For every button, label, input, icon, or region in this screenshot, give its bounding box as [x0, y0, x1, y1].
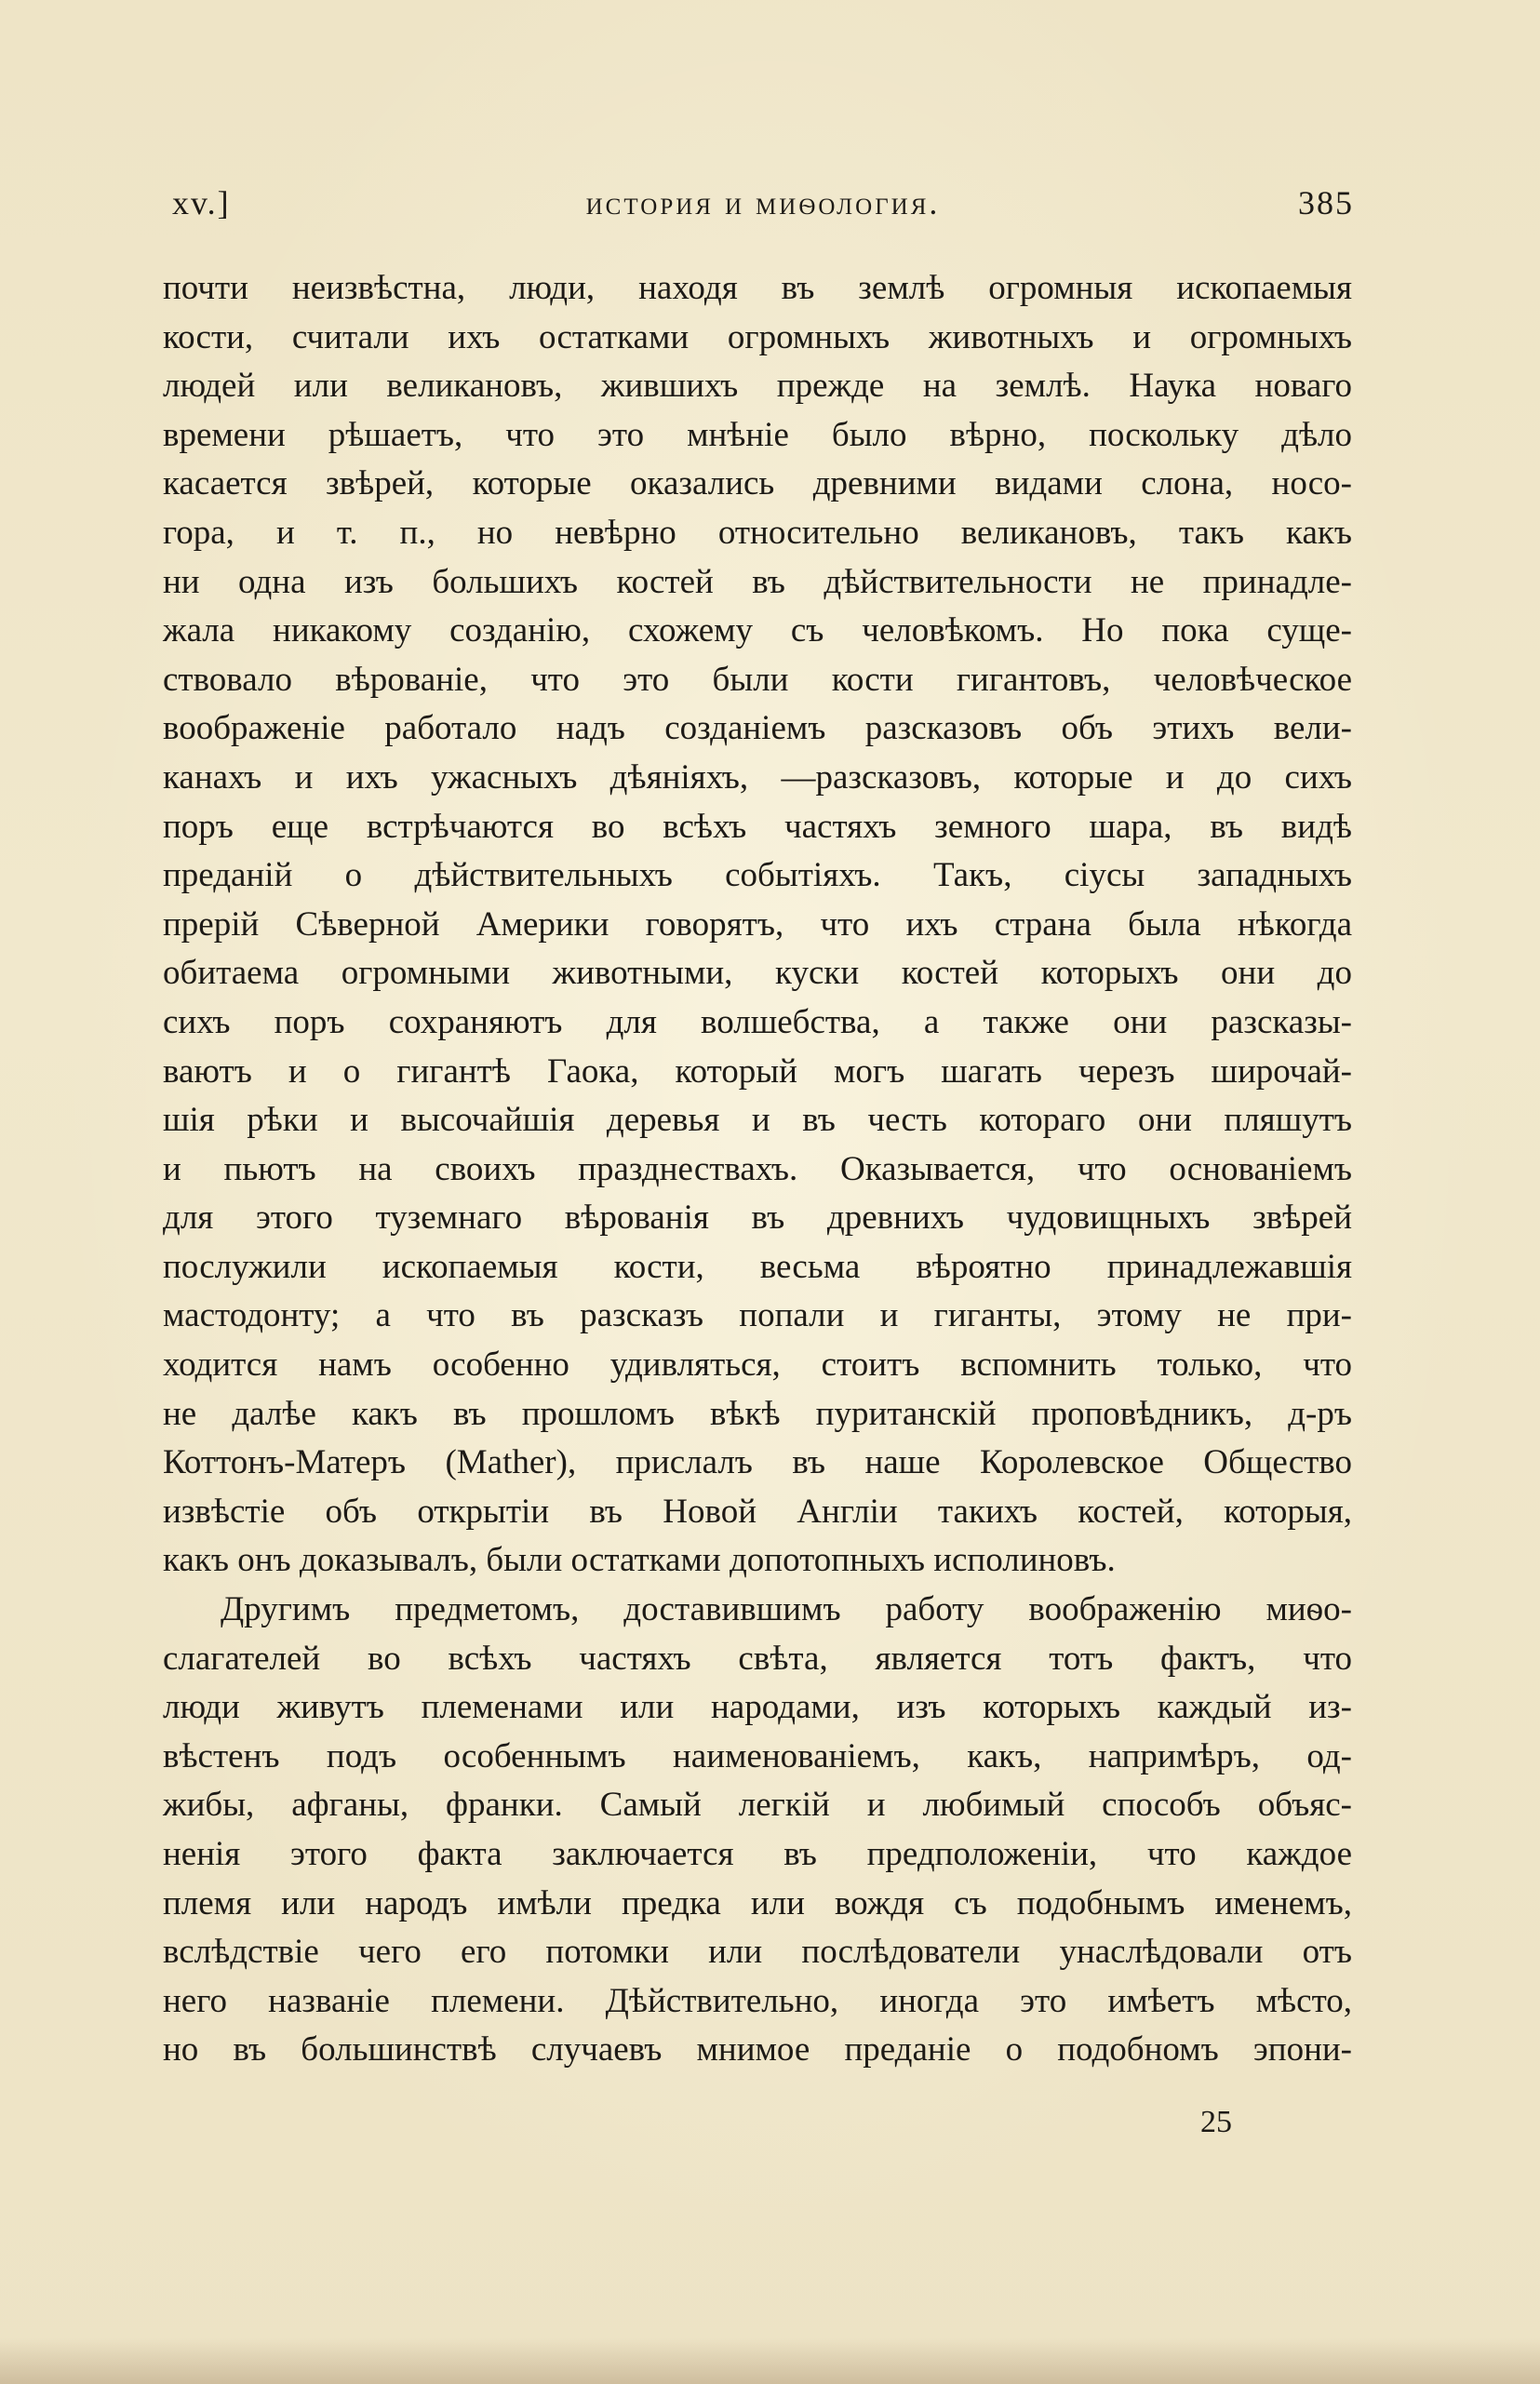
text-line: обитаема огромными животными, куски костей которыхъ они до [163, 954, 1352, 993]
text-line: канахъ и ихъ ужасныхъ дѣяніяхъ, —разсказовъ, которые и до сихъ [163, 757, 1352, 797]
text-line: Другимъ предметомъ, доставившимъ работу воображенію миѳо- [221, 1590, 1352, 1629]
text-line: послужили ископаемыя кости, весьма вѣроятно принадлежавшія [163, 1247, 1352, 1286]
text-line: почти неизвѣстна, люди, находя въ землѣ огромныя ископаемыя [163, 269, 1352, 307]
text-line: извѣстіе объ открытіи въ Новой Англіи такихъ костей, которыя, [163, 1492, 1352, 1531]
text-line: прерій Сѣверной Америки говорятъ, что ихъ страна была нѣкогда [163, 904, 1352, 944]
running-header [172, 183, 1354, 235]
text-line: и пьютъ на своихъ празднествахъ. Оказывается, что основаніемъ [163, 1149, 1352, 1188]
text-line: вслѣдствіе чего его потомки или послѣдователи унаслѣдовали отъ [163, 1933, 1352, 1972]
text-line: воображеніе работало надъ созданіемъ разсказовъ объ этихъ вели- [163, 709, 1352, 748]
text-line: преданій о дѣйствительныхъ событіяхъ. Такъ, сіусы западныхъ [163, 856, 1352, 895]
printer-signature-mark: 25 [1200, 2105, 1232, 2139]
text-line: касается звѣрей, которые оказались древними видами слона, носо- [163, 464, 1352, 503]
text-line: какъ онъ доказывалъ, были остатками допотопныхъ исполиновъ. [163, 1541, 1116, 1580]
text-line: времени рѣшаетъ, что это мнѣніе было вѣрно, поскольку дѣло [163, 415, 1352, 454]
text-line: шія рѣки и высочайшія деревья и въ честь котораго они пляшутъ [163, 1101, 1352, 1140]
text-line: люди живутъ племенами или народами, изъ которыхъ каждый из- [163, 1688, 1352, 1727]
text-line: Коттонъ-Матеръ (Mather), прислалъ въ наше Королевское Общество [163, 1443, 1352, 1482]
text-line: людей или великановъ, жившихъ прежде на землѣ. Наука новаго [163, 367, 1352, 406]
text-line: ствовало вѣрованіе, что это были кости гигантовъ, человѣческое [163, 660, 1352, 699]
running-title: история и миѳология. [585, 184, 941, 221]
chapter-marker: xv.] [172, 184, 231, 221]
text-line: ходится намъ особенно удивляться, стоитъ вспомнить только, что [163, 1346, 1352, 1385]
text-line: жала никакому созданію, схожему съ человѣкомъ. Но пока суще- [163, 611, 1352, 650]
page-number: 385 [1298, 184, 1354, 221]
text-line: него названіе племени. Дѣйствительно, иногда это имѣетъ мѣсто, [163, 1981, 1352, 2020]
text-line: поръ еще встрѣчаются во всѣхъ частяхъ земного шара, въ видѣ [163, 807, 1352, 846]
text-line: жибы, афганы, франки. Самый легкій и любимый способъ объяс- [163, 1786, 1352, 1825]
text-line: не далѣе какъ въ прошломъ вѣкѣ пуританскій проповѣдникъ, д-ръ [163, 1394, 1352, 1433]
text-line: кости, считали ихъ остатками огромныхъ животныхъ и огромныхъ [163, 317, 1352, 356]
text-line: для этого туземнаго вѣрованія въ древнихъ чудовищныхъ звѣрей [163, 1199, 1352, 1238]
text-line: гора, и т. п., но невѣрно относительно великановъ, такъ какъ [163, 513, 1352, 552]
text-line: но въ большинствѣ случаевъ мнимое преданіе о подобномъ эпони- [163, 2030, 1352, 2069]
text-line: мастодонту; а что въ разсказъ попали и гиганты, этому не при- [163, 1296, 1352, 1335]
text-line: сихъ поръ сохраняютъ для волшебства, а также они разсказы- [163, 1002, 1352, 1041]
text-line: ни одна изъ большихъ костей въ дѣйствительности не принадле- [163, 562, 1352, 601]
text-line: ненія этого факта заключается въ предположеніи, что каждое [163, 1835, 1352, 1873]
text-line: племя или народъ имѣли предка или вождя съ подобнымъ именемъ, [163, 1883, 1352, 1922]
text-line: ваютъ и о гигантѣ Гаока, который могъ шагать черезъ широчай- [163, 1051, 1352, 1091]
text-line: слагателей во всѣхъ частяхъ свѣта, является тотъ фактъ, что [163, 1639, 1352, 1678]
text-line: вѣстенъ подъ особеннымъ наименованіемъ, какъ, напримѣръ, од- [163, 1736, 1352, 1775]
body-text [163, 264, 1352, 2075]
